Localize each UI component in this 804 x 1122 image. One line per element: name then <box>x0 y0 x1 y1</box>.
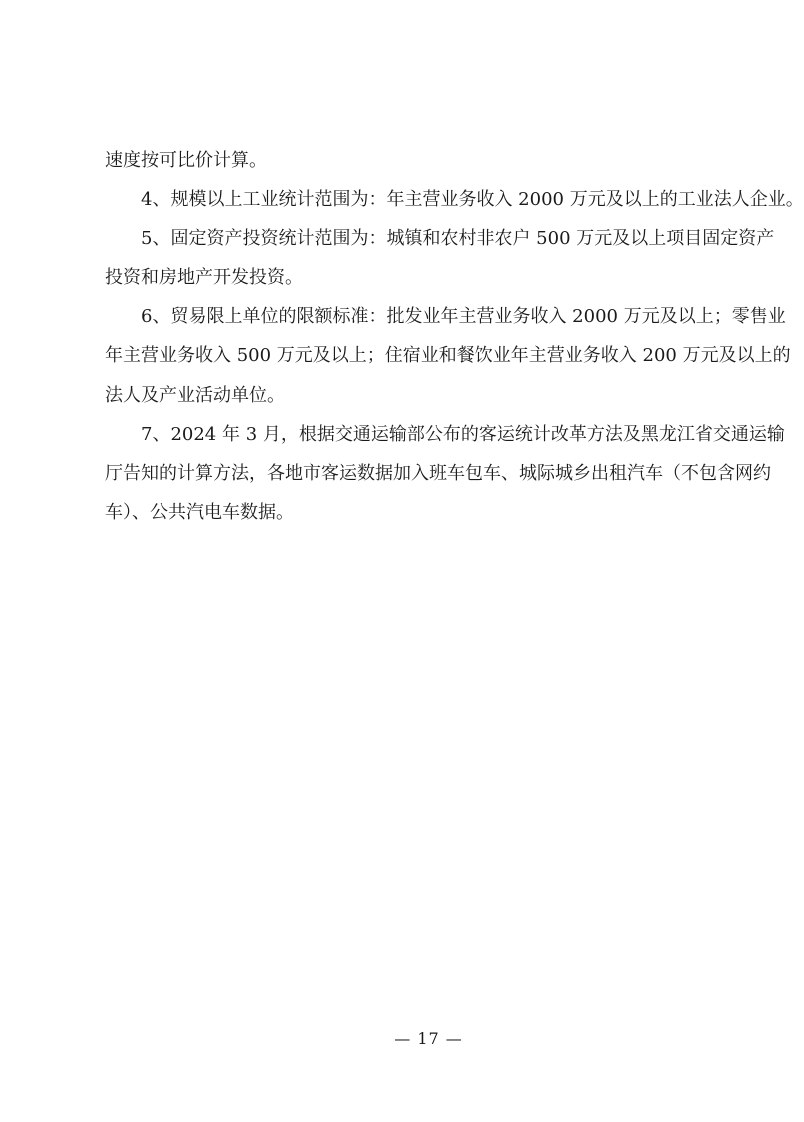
paragraph-line: 5、固定资产投资统计范围为：城镇和农村非农户 500 万元及以上项目固定资产 <box>141 228 775 250</box>
paragraph-line: 法人及产业活动单位。 <box>105 384 285 406</box>
paragraph-line: 速度按可比价计算。 <box>105 150 267 171</box>
page-footer <box>0 1029 793 1048</box>
paragraph-line: 厅告知的计算方法，各地市客运数据加入班车包车、城际城乡出租汽车（不包含网约 <box>105 462 771 484</box>
document-body <box>105 141 804 532</box>
paragraph-line: 投资和房地产开发投资。 <box>105 267 303 289</box>
paragraph-line: 6、贸易限上单位的限额标准：批发业年主营业务收入 2000 万元及以上；零售业 <box>141 306 786 328</box>
paragraph-line: 4、规模以上工业统计范围为：年主营业务收入 2000 万元及以上的工业法人企业。 <box>141 189 804 211</box>
paragraph-line: 车）、公共汽电车数据。 <box>105 501 294 523</box>
page-number: — 17 — <box>394 1029 463 1048</box>
paragraph-line: 7、2024 年 3 月，根据交通运输部公布的客运统计改革方法及黑龙江省交通运输 <box>141 423 785 445</box>
paragraph-line: 年主营业务收入 500 万元及以上；住宿业和餐饮业年主营业务收入 200 万元及以上的 <box>105 345 791 367</box>
